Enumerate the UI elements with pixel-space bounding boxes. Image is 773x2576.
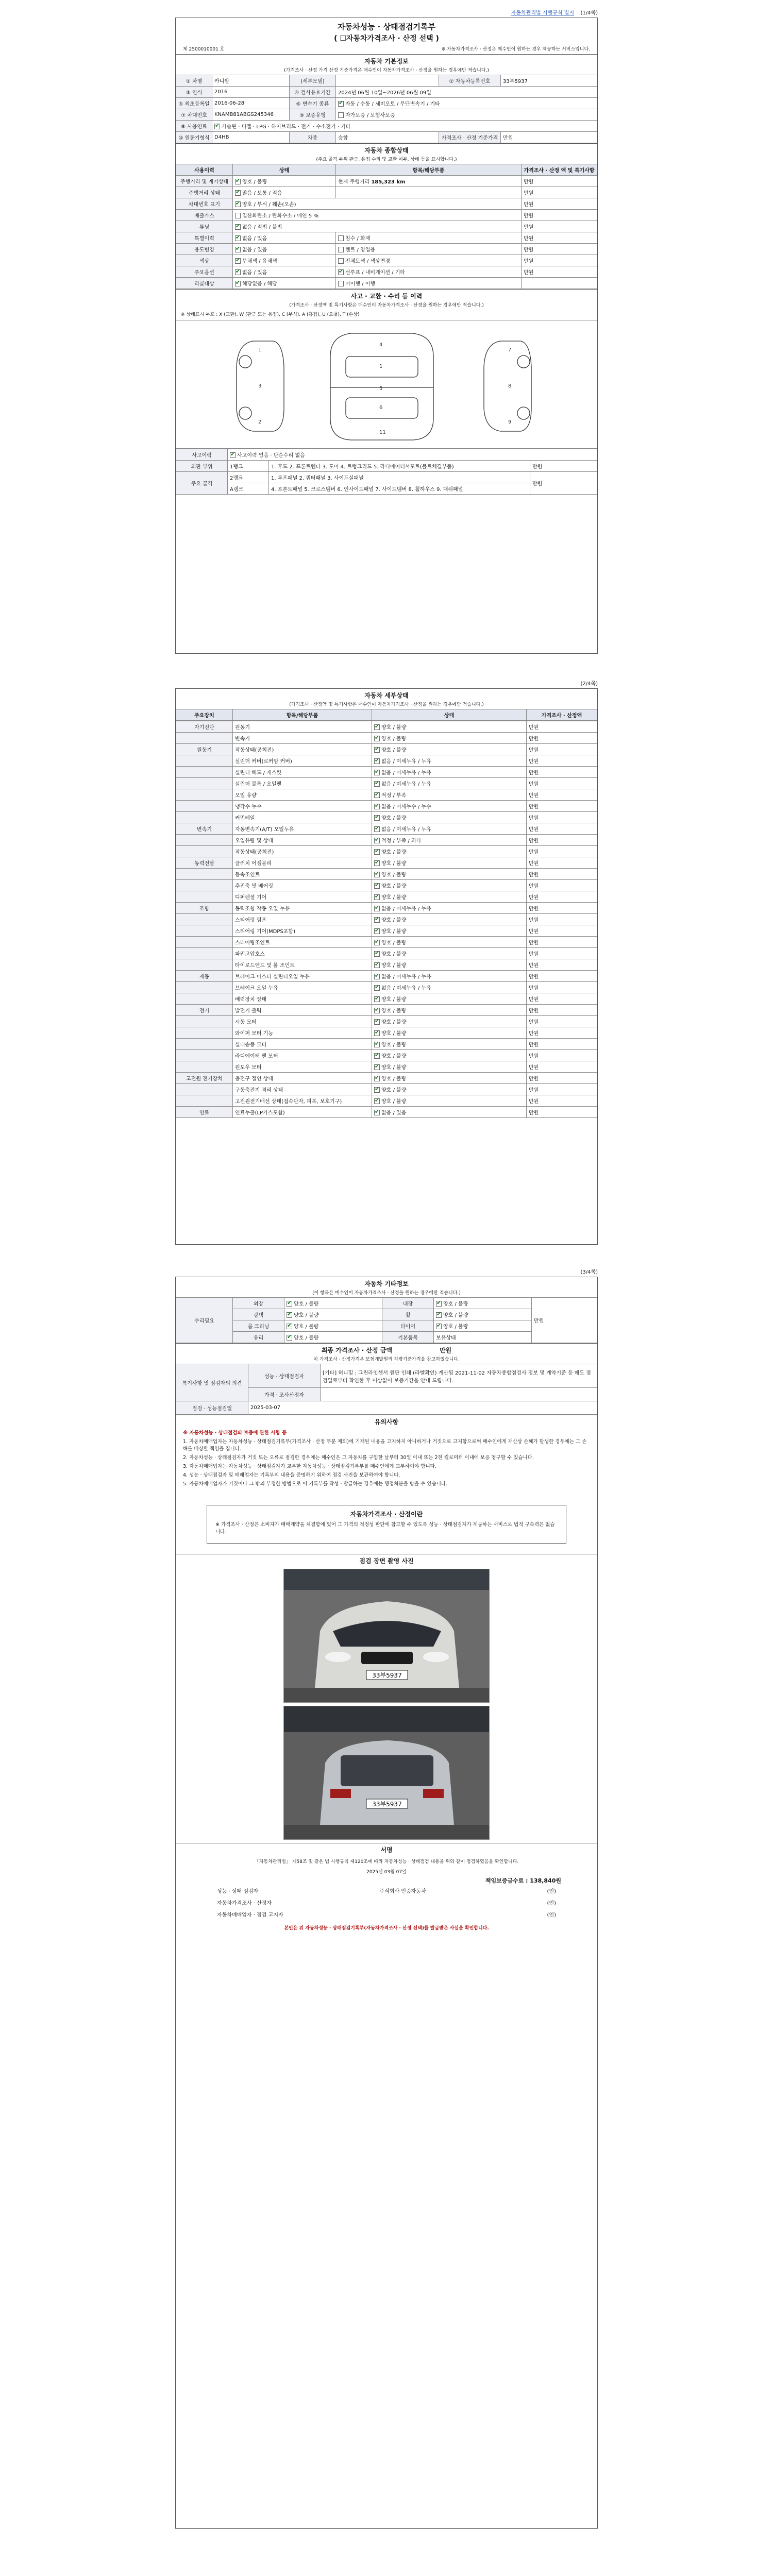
basic-info-table: ① 차명 카니발 (세부모델) ② 자동차등록번호 33부5937 ③ 연식 2016 ④ 검사유효기간 2024년 06월 10일~2026년 06월 09일 ⑤ 최초등록일 2016-06-28 ⑥ 변속기 종류 ✔ 자동 / 수동 / 세미오토 / 무단변속기 / 기타 ⑦ 차대번호 KNAMB81ABGS245346 ⑨ 보증유형 자가보증 / 보험사보증 ⑧ 사용연료 ✔ 가솔린 · 디젤 · LPG · 하이브리드 · 전기 · 수소전기 · 기타 ⑩ 원동기형식 D4HB 차종 승합 가격조사 · 산정 기준가격 만원 (176, 75, 597, 143)
status-row: 용도변경 ✔ 없음 / 있음 렌트 / 영업용 만원 (176, 244, 597, 255)
gloss-checkbox[interactable] (287, 1312, 292, 1318)
status-row: 특별이력 ✔ 없음 / 있음 침수 / 화재 만원 (176, 232, 597, 244)
detail-checkbox[interactable] (374, 1042, 380, 1047)
detail-row: 와이퍼 모터 기능 ✔ 양호 / 불량 만원 (176, 1027, 597, 1039)
detail-row: 실린더 블록 / 오일팬 ✔ 없음 / 미세누유 / 누유 만원 (176, 778, 597, 789)
page-number: (1/4쪽) (580, 10, 598, 16)
detail-checkbox[interactable] (374, 940, 380, 945)
rear-plate: 33부5937 (372, 1801, 402, 1808)
status-row: 주행거리 및 계기상태 ✔ 양호 / 불량 현재 주행거리 185,323 km 만원 (176, 176, 597, 187)
detail-row: 실린더 커버(로커암 커버) ✔ 없음 / 미세누유 / 누유 만원 (176, 755, 597, 767)
detail-checkbox[interactable] (374, 781, 380, 787)
detail-checkbox[interactable] (374, 1098, 380, 1104)
photo-heading: 점검 장면 촬영 사진 (176, 1554, 597, 1566)
detail-row: 스티어링 기어(MDPS포함) ✔ 양호 / 불량 만원 (176, 925, 597, 937)
status-checkbox[interactable] (235, 281, 241, 286)
auto-checkbox[interactable] (338, 101, 344, 107)
status-row: 리콜대상 ✔ 해당없음 / 해당 미이행 / 이행 (176, 278, 597, 289)
svg-text:11: 11 (379, 430, 386, 435)
clean-checkbox[interactable] (287, 1324, 292, 1329)
front-photo (283, 1569, 490, 1703)
detail-checkbox[interactable] (374, 826, 380, 832)
detail-row: 타이로드엔드 및 볼 조인트 ✔ 양호 / 불량 만원 (176, 959, 597, 971)
detail-row: 제동 브레이크 마스터 실린더오일 누유 ✔ 없음 / 미세누유 / 누유 만원 (176, 971, 597, 982)
detail-row: 스티어링조인트 ✔ 양호 / 불량 만원 (176, 937, 597, 948)
confirm-box: 자동차가격조사 · 산정이란 ※ 가격조사 · 산정은 소비자가 매매계약을 체결함에 있어 그 가격의 적정성 판단에 참고할 수 있도록 성능 · 상태점검자가 제공하는 서비스로 법적 구속력은 없습니다. (207, 1505, 566, 1544)
car-diagram (176, 320, 597, 449)
svg-text:6: 6 (379, 405, 383, 411)
status-checkbox[interactable] (235, 179, 241, 184)
detail-checkbox[interactable] (374, 1019, 380, 1025)
status-checkbox[interactable] (235, 213, 241, 218)
detail-row: 변속기 ✔ 양호 / 불량 만원 (176, 733, 597, 744)
status-checkbox[interactable] (235, 247, 241, 252)
car-outline-icon (176, 320, 597, 449)
detail-row: 브레이크 오일 누유 ✔ 없음 / 미세누유 / 누유 만원 (176, 982, 597, 993)
detail-row: 오일유량 및 상태 ✔ 적정 / 부족 / 과다 만원 (176, 835, 597, 846)
car-rear-image (284, 1706, 490, 1840)
details-heading: 자동차 세부상태 (364, 692, 409, 699)
detail-checkbox[interactable] (374, 747, 380, 753)
detail-row: 등속조인트 ✔ 양호 / 불량 만원 (176, 869, 597, 880)
detail-checkbox[interactable] (374, 928, 380, 934)
detail-row: 작동상태(공회전) ✔ 양호 / 불량 만원 (176, 846, 597, 857)
detail-row: 추진축 및 베어링 ✔ 양호 / 불량 만원 (176, 880, 597, 891)
detail-row: 고전원전기배선 상태(접속단자, 피복, 보호기구) ✔ 양호 / 불량 만원 (176, 1095, 597, 1107)
detail-row: 자기진단 원동기 ✔ 양호 / 불량 만원 (176, 721, 597, 733)
detail-row: 오일 유량 ✔ 적정 / 부족 만원 (176, 789, 597, 801)
detail-checkbox[interactable] (374, 792, 380, 798)
wheel-checkbox[interactable] (436, 1312, 442, 1318)
details-rows (176, 721, 597, 1118)
detail-checkbox[interactable] (374, 1064, 380, 1070)
status-checkbox[interactable] (338, 235, 344, 241)
detail-checkbox[interactable] (374, 1053, 380, 1059)
detail-checkbox[interactable] (374, 724, 380, 730)
sign-row: 자동차가격조사 · 산정자 (인) (217, 1901, 556, 1906)
sign-row: 자동차매매업자 · 점검 고지자 (인) (217, 1912, 556, 1918)
detail-checkbox[interactable] (374, 917, 380, 923)
sign-heading: 서명 (176, 1843, 597, 1855)
detail-checkbox[interactable] (374, 815, 380, 821)
details-table: 주요장치 항목/해당부품 상태 가격조사 · 산정액 (176, 709, 597, 721)
status-row: 배출가스 일산화탄소 / 탄화수소 / 매연 5 % 만원 (176, 210, 597, 221)
doc-subline: 제 2500010001 호 ※ 자동차가격조사 · 산정은 매수인이 원하는 경우 제공하는 서비스입니다. (183, 47, 590, 52)
diesel-checkbox[interactable] (214, 124, 220, 129)
detail-checkbox[interactable] (374, 996, 380, 1002)
tire-checkbox[interactable] (436, 1324, 442, 1329)
warranty-checkbox[interactable] (338, 112, 344, 118)
detail-row: 윈도우 모터 ✔ 양호 / 불량 만원 (176, 1061, 597, 1073)
accident-checkbox[interactable] (230, 452, 236, 458)
rear-photo (283, 1706, 490, 1840)
page-1: 자동차성능 · 상태점검기록부 ( ☐자동차가격조사 · 산정 선택 ) 제 2500010001 호 ※ 자동차가격조사 · 산정은 매수인이 원하는 경우 제공하는 서비스입니다. 자동차 기본정보 (가격조사 · 산정 가격 산정 기준가격은 매수인이 자동차가격조사 · 산정을 원하는 경우에만 적습니다.) ① 차명 카니발 (세부모델) ② 자동차등록번호 33부5937 ③ 연식 2016 ④ 검사유효기간 2024년 06월 10일~2026년 06월 09일 ⑤ 최초등록일 2016-06-28 ⑥ 변속기 종류 ✔ 자동 / 수동 / 세미오토 / 무단변속기 / 기타 ⑦ 차대번호 KNAMB81ABGS245346 ⑨ 보증유형 자가보증 / 보험사보증 ⑧ 사용연료 ✔ 가솔린 · 디젤 · LPG · 하이브리드 · 전기 · 수소전기 · 기타 ⑩ 원동기형식 D4HB 차종 승합 가격조사 · 산정 기준가격 만원 자동차 종합상태 (주요 골격 부위 판금, 용접 수리 및 교환 여부, 상태 등을 표시합니다.) 사용이력 상태 항목/해당부품 가격조사 · 산정 액 및 특기사항 주행거리 및 계기상태 ✔ 양호 / 불량 현재 주행거리 185,323 km 만원 주행거리 상태 ✔ 많음 / 보통 / 적음 만원 차대번호 표기 ✔ 양호 / 부식 / 훼손(오손) 만원 배출가스 일산화탄소 / 탄화수소 / 매연 5 % 만원 튜닝 ✔ 없음 / 적법 / 불법 만원 특별이력 ✔ 없음 / 있음 침수 / 화재 만원 용도변경 ✔ 없음 / 있음 렌트 / 영업용 만원 색상 ✔ 무채색 / 유채색 전체도색 / 색상변경 만원 주요옵션 ✔ 없음 / 있음 ✔ 선루프 / 내비게이션 / 기타 만원 리콜대상 ✔ 해당없음 / 해당 미이행 / 이행 사고 · 교환 · 수리 등 이력 (가격조사 · 산정액 및 특기사항은 매수인이 자동차가격조사 · 산정을 원하는 경우에만 적습니다.) ※ 상태표시 부호 : X (교환), W (판금 또는 용접), C (부식), A (흠집), U (요철), T (손상) 1 3 2 4 1 5 6 11 7 8 9 사고이력 ✔ 사고이력 없음 · 단순수리 없음 외판 부위 1랭크 1. 후드 2. 프론트펜더 3. 도어 4. 트렁크리드 5. 라디에이터서포트(볼트체결부품) 만원 주요 골격 2랭크 1. 루프패널 2. 쿼터패널 3. 사이드실패널 만원 A랭크 4. 프론트패널 5. 크로스멤버 6. 인사이드패널 7. 사이드멤버 8. 휠하우스 9. 대쉬패널 (175, 18, 598, 654)
status-row: 차대번호 표기 ✔ 양호 / 부식 / 훼손(오손) 만원 (176, 198, 597, 210)
detail-row: 라디에이터 팬 모터 ✔ 양호 / 불량 만원 (176, 1050, 597, 1061)
detail-checkbox[interactable] (374, 906, 380, 911)
detail-row: 실린더 헤드 / 개스킷 ✔ 없음 / 미세누유 / 누유 만원 (176, 767, 597, 778)
status-checkbox[interactable] (338, 281, 344, 286)
price-heading: 최종 가격조사 · 산정 금액 만원 (176, 1343, 597, 1355)
page-3: 자동차 기타정보 (이 항목은 매수인이 자동차가격조사 · 산정을 원하는 경우에만 적습니다.) 수리필요 외장 ✔ 양호 / 불량 내장 ✔ 양호 / 불량 만원 광택 ✔ 양호 / 불량 휠 ✔ 양호 / 불량 룸 크리닝 ✔ 양호 / 불량 타이어 ✔ 양호 / 불량 유리 ✔ 양호 / 불량 기본품목 보유상태 최종 가격조사 · 산정 금액 만원 이 가격조사 · 산정가격은 보험개발원의 차량기준가격을 참고하였습니다. 특기사항 및 점검자의 의견 성능 · 상태점검자 [기타] 허니밀 : 그린라잇센서 원판 인쇄 (라벨확인) 계산됨 2021-11-02 자동차종합점검사 정보 및 계약기준 등 매도 점검일로부터 확인한 후 이상없이 보증기간을 안내 드립니다. 가격 · 조사산정자 점검 · 성능점검일 2025-03-07 유의사항 ※ 자동차성능 · 상태점검의 보증에 관한 사항 등 1. 자동차매매업자는 자동차성능 · 상태점검기록부(가격조사 · 산정 부분 제외)에 기재된 내용을 고지하지 아니하거나 거짓으로 고지함으로써 매수인에게 재산상 손해가 발생한 경우에는 그 손해를 배상할 책임을 집니다. 2. 자동차성능 · 상태점검자가 거짓 또는 오류로 점검한 경우에는 매수인은 그 자동차를 구입한 날부터 30일 이내 또는 2천 킬로미터 이내에 보증 청구할 수 있습니다. 3. 자동차매매업자는 자동차성능 · 상태점검자가 교부한 자동차성능 · 상태점검기록부를 매수인에게 교부하여야 합니다. 4. 성능 · 상태점검자 및 매매업자는 기록부의 내용을 증명하기 위하여 점검 사진을 보관하여야 합니다. 5. 자동차매매업자가 거짓이나 그 밖의 부정한 방법으로 이 기록부를 작성 · 발급하는 경우에는 행정처분을 받을 수 있습니다. 자동차가격조사 · 산정이란 ※ 가격조사 · 산정은 소비자가 매매계약을 체결함에 있어 그 가격의 적정성 판단에 참고할 수 있도록 성능 · 상태점검자가 제공하는 서비스로 법적 구속력은 없습니다. 점검 장면 촬영 사진 33부5937 33부5937 서명 「자동차관리법」 제58조 및 같은 법 시행규칙 제120조에 따라 자동차성능 · 상태점검 내용을 위와 같이 점검하였음을 확인합니다. 2025년 03월 07일 책임보증금수료 : 138,840원 성능 · 상태 점검자 주식회사 인증자동차 (인) 자동차가격조사 · 산정자 (인) 자동차매매업자 · 점검 고지자 (인) 본인은 위 자동차성능 · 상태점검기록부(자동차가격조사 · 산정 선택)를 발급받은 사실을 확인합니다. (175, 1277, 598, 2529)
detail-checkbox[interactable] (374, 860, 380, 866)
status-checkbox[interactable] (235, 201, 241, 207)
accident-heading: 사고 · 교환 · 수리 등 이력 (176, 289, 597, 301)
detail-checkbox[interactable] (374, 985, 380, 991)
status-row: 튜닝 ✔ 없음 / 적법 / 불법 만원 (176, 221, 597, 232)
detail-row: 조향 동력조향 작동 오일 누유 ✔ 없음 / 미세누유 / 누유 만원 (176, 903, 597, 914)
detail-checkbox[interactable] (374, 736, 380, 741)
detail-row: 고전원 전기장치 충전구 절연 상태 ✔ 양호 / 불량 만원 (176, 1073, 597, 1084)
detail-checkbox[interactable] (374, 951, 380, 957)
svg-text:1: 1 (258, 347, 262, 353)
sign-footer: 본인은 위 자동차성능 · 상태점검기록부(자동차가격조사 · 산정 선택)를 발급받은 사실을 확인합니다. (284, 1926, 489, 1931)
detail-checkbox[interactable] (374, 1076, 380, 1081)
status-checkbox[interactable] (235, 190, 241, 196)
doc-title: 자동차성능 · 상태점검기록부 ( ☐자동차가격조사 · 산정 선택 ) (334, 22, 439, 43)
status-checkbox[interactable] (235, 269, 241, 275)
status-checkbox[interactable] (235, 235, 241, 241)
glass-checkbox[interactable] (287, 1335, 292, 1341)
detail-row: 동력전달 클러치 어셈블리 ✔ 양호 / 불량 만원 (176, 857, 597, 869)
detail-row: 실내송풍 모터 ✔ 양호 / 불량 만원 (176, 1039, 597, 1050)
accident-table: 사고이력 ✔ 사고이력 없음 · 단순수리 없음 외판 부위 1랭크 1. 후드 2. 프론트펜더 3. 도어 4. 트렁크리드 5. 라디에이터서포트(볼트체결부품) 만원 주요 골격 2랭크 1. 루프패널 2. 쿼터패널 3. 사이드실패널 만원 A랭크 4. 프론트패널 5. 크로스멤버 6. 인사이드패널 7. 사이드멤버 8. 휠하우스 9. 대쉬패널 (176, 449, 597, 495)
detail-row: 전기 발전기 출력 ✔ 양호 / 불량 만원 (176, 1005, 597, 1016)
detail-row: 연료 연료누출(LP가스포함) ✔ 없음 / 있음 만원 (176, 1107, 597, 1118)
detail-checkbox[interactable] (374, 894, 380, 900)
int-checkbox[interactable] (436, 1301, 442, 1307)
warn-heading: 유의사항 (176, 1415, 597, 1427)
detail-checkbox[interactable] (374, 849, 380, 855)
svg-text:9: 9 (508, 419, 512, 425)
page-2: 자동차 세부상태 (가격조사 · 산정액 및 특기사항은 매수인이 자동차가격조사 · 산정을 원하는 경우에만 적습니다.) 주요장치 항목/해당부품 상태 가격조사 · 산정액 자기진단 원동기 ✔ 양호 / 불량 만원 변속기 ✔ 양호 / 불량 만원 원동기 작동상태(공회전) ✔ 양호 / 불량 만원 실린더 커버(로커암 커버) ✔ 없음 / 미세누유 / 누유 만원 실린더 헤드 / 개스킷 ✔ 없음 / 미세누유 / 누유 만원 실린더 블록 / 오일팬 ✔ 없음 / 미세누유 / 누유 만원 오일 유량 ✔ 적정 / 부족 만원 냉각수 누수 ✔ 없음 / 미세누수 / 누수 만원 커먼레일 ✔ 양호 / 불량 만원 변속기 자동변속기(A/T) 오일누유 ✔ 없음 / 미세누유 / 누유 만원 오일유량 및 상태 ✔ 적정 / 부족 / 과다 만원 작동상태(공회전) ✔ 양호 / 불량 만원 동력전달 클러치 어셈블리 ✔ 양호 / 불량 만원 등속조인트 ✔ 양호 / 불량 만원 추진축 및 베어링 ✔ 양호 / 불량 만원 디퍼렌셜 기어 ✔ 양호 / 불량 만원 조향 동력조향 작동 오일 누유 ✔ 없음 / 미세누유 / 누유 만원 스티어링 펌프 ✔ 양호 / 불량 만원 스티어링 기어(MDPS포함) ✔ 양호 / 불량 만원 스티어링조인트 ✔ 양호 / 불량 만원 파워고압호스 ✔ 양호 / 불량 만원 타이로드엔드 및 볼 조인트 ✔ 양호 / 불량 만원 제동 브레이크 마스터 실린더오일 누유 ✔ 없음 / 미세누유 / 누유 만원 브레이크 오일 누유 ✔ 없음 / 미세누유 / 누유 만원 배력장치 상태 ✔ 양호 / 불량 만원 전기 발전기 출력 ✔ 양호 / 불량 만원 시동 모터 ✔ 양호 / 불량 만원 와이퍼 모터 기능 ✔ 양호 / 불량 만원 실내송풍 모터 ✔ 양호 / 불량 만원 라디에이터 팬 모터 ✔ 양호 / 불량 만원 윈도우 모터 ✔ 양호 / 불량 만원 고전원 전기장치 충전구 절연 상태 ✔ 양호 / 불량 만원 구동축전지 격리 상태 ✔ 양호 / 불량 만원 고전원전기배선 상태(접속단자, 피복, 보호기구) ✔ 양호 / 불량 만원 연료 연료누출(LP가스포함) ✔ 없음 / 있음 만원 (175, 688, 598, 1245)
detail-row: 냉각수 누수 ✔ 없음 / 미세누수 / 누수 만원 (176, 801, 597, 812)
detail-row: 구동축전지 격리 상태 ✔ 양호 / 불량 만원 (176, 1084, 597, 1095)
status-checkbox[interactable] (338, 258, 344, 264)
detail-row: 커먼레일 ✔ 양호 / 불량 만원 (176, 812, 597, 823)
detail-checkbox[interactable] (374, 804, 380, 809)
car-front-image (284, 1569, 490, 1703)
price-table: 특기사항 및 점검자의 의견 성능 · 상태점검자 [기타] 허니밀 : 그린라잇센서 원판 인쇄 (라벨확인) 계산됨 2021-11-02 자동차종합점검사 정보 및 계약기준 등 매도 점검일로부터 확인한 후 이상없이 보증기간을 안내 드립니다. 가격 · 조사산정자 점검 · 성능점검일 2025-03-07 (176, 1364, 597, 1415)
detail-checkbox[interactable] (374, 974, 380, 979)
status-row: 색상 ✔ 무채색 / 유채색 전체도색 / 색상변경 만원 (176, 255, 597, 266)
detail-checkbox[interactable] (374, 962, 380, 968)
others-heading: 자동차 기타정보 (364, 1280, 409, 1287)
detail-row: 스티어링 펌프 ✔ 양호 / 불량 만원 (176, 914, 597, 925)
detail-checkbox[interactable] (374, 883, 380, 889)
basic-info-heading: 자동차 기본정보 (176, 54, 597, 66)
detail-checkbox[interactable] (374, 1030, 380, 1036)
detail-checkbox[interactable] (374, 758, 380, 764)
svg-text:8: 8 (508, 383, 512, 389)
svg-text:2: 2 (258, 419, 262, 425)
detail-checkbox[interactable] (374, 1110, 380, 1115)
detail-row: 배력장치 상태 ✔ 양호 / 불량 만원 (176, 993, 597, 1005)
detail-row: 파워고압호스 ✔ 양호 / 불량 만원 (176, 948, 597, 959)
detail-row: 디퍼렌셜 기어 ✔ 양호 / 불량 만원 (176, 891, 597, 903)
others-table: 수리필요 외장 ✔ 양호 / 불량 내장 ✔ 양호 / 불량 만원 광택 ✔ 양호 / 불량 휠 ✔ 양호 / 불량 룸 크리닝 ✔ 양호 / 불량 타이어 ✔ 양호 / 불량 유리 ✔ 양호 / 불량 기본품목 보유상태 (176, 1297, 597, 1343)
detail-checkbox[interactable] (374, 872, 380, 877)
law-link[interactable]: 자동차관리법 시행규칙 별지 (511, 10, 574, 16)
svg-text:3: 3 (258, 383, 262, 389)
svg-text:5: 5 (379, 386, 383, 392)
ext-checkbox[interactable] (287, 1301, 292, 1307)
fee-line: 책임보증금수료 : 138,840원 (485, 1877, 561, 1884)
warn-body: ※ 자동차성능 · 상태점검의 보증에 관한 사항 등 1. 자동차매매업자는 자동차성능 · 상태점검기록부(가격조사 · 산정 부분 제외)에 기재된 내용을 고지하지 아니하거나 거짓으로 고지함으로써 매수인에게 재산상 손해가 발생한 경우에는 그 손해를 배상할 책임을 집니다. 2. 자동차성능 · 상태점검자가 거짓 또는 오류로 점검한 경우에는 매수인은 그 자동차를 구입한 날부터 30일 이내 또는 2천 킬로미터 이내에 보증 청구할 수 있습니다. 3. 자동차매매업자는 자동차성능 · 상태점검자가 교부한 자동차성능 · 상태점검기록부를 매수인에게 교부하여야 합니다. 4. 성능 · 상태점검자 및 매매업자는 기록부의 내용을 증명하기 위하여 점검 사진을 보관하여야 합니다. 5. 자동차매매업자가 거짓이나 그 밖의 부정한 방법으로 이 기록부를 작성 · 발급하는 경우에는 행정처분을 받을 수 있습니다. (183, 1430, 587, 1487)
status-checkbox[interactable] (235, 224, 241, 230)
status-heading: 자동차 종합상태 (176, 143, 597, 155)
status-checkbox[interactable] (338, 269, 344, 275)
detail-row: 변속기 자동변속기(A/T) 오일누유 ✔ 없음 / 미세누유 / 누유 만원 (176, 823, 597, 835)
status-row: 주요옵션 ✔ 없음 / 있음 ✔ 선루프 / 내비게이션 / 기타 만원 (176, 266, 597, 278)
svg-text:1: 1 (379, 364, 383, 369)
status-row: 주행거리 상태 ✔ 많음 / 보통 / 적음 만원 (176, 187, 597, 198)
detail-checkbox[interactable] (374, 838, 380, 843)
sign-row: 성능 · 상태 점검자 주식회사 인증자동차 (인) (217, 1889, 556, 1894)
detail-checkbox[interactable] (374, 1008, 380, 1013)
status-table: 사용이력 상태 항목/해당부품 가격조사 · 산정 액 및 특기사항 주행거리 및 계기상태 ✔ 양호 / 불량 현재 주행거리 185,323 km 만원 주행거리 상태 ✔ 많음 / 보통 / 적음 만원 차대번호 표기 ✔ 양호 / 부식 / 훼손(오손) 만원 배출가스 일산화탄소 / 탄화수소 / 매연 5 % 만원 튜닝 ✔ 없음 / 적법 / 불법 만원 특별이력 ✔ 없음 / 있음 침수 / 화재 만원 용도변경 ✔ 없음 / 있음 렌트 / 영업용 만원 색상 ✔ 무채색 / 유채색 전체도색 / 색상변경 만원 주요옵션 ✔ 없음 / 있음 ✔ 선루프 / 내비게이션 / 기타 만원 리콜대상 ✔ 해당없음 / 해당 미이행 / 이행 (176, 164, 597, 289)
status-checkbox[interactable] (338, 247, 344, 252)
status-checkbox[interactable] (235, 258, 241, 264)
detail-checkbox[interactable] (374, 1087, 380, 1093)
svg-text:7: 7 (508, 347, 512, 353)
front-plate: 33부5937 (372, 1672, 402, 1679)
accident-legend: ※ 상태표시 부호 : X (교환), W (판금 또는 용접), C (부식), A (흠집), U (요철), T (손상) (181, 312, 360, 317)
detail-row: 시동 모터 ✔ 양호 / 불량 만원 (176, 1016, 597, 1027)
detail-checkbox[interactable] (374, 770, 380, 775)
detail-row: 원동기 작동상태(공회전) ✔ 양호 / 불량 만원 (176, 744, 597, 755)
svg-text:4: 4 (379, 342, 383, 348)
